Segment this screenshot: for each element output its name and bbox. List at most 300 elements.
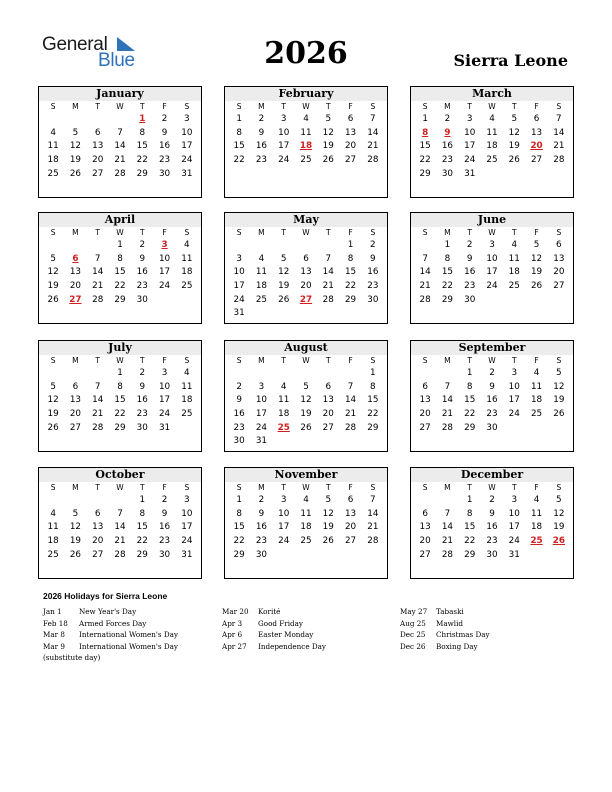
holiday-name: Tabaski bbox=[436, 607, 464, 616]
day-cell: 22 bbox=[114, 281, 126, 292]
holiday-name: Good Friday bbox=[258, 618, 303, 628]
day-cell: 2 bbox=[258, 495, 265, 505]
weekday-header: F bbox=[348, 483, 353, 492]
weekday-header: F bbox=[162, 228, 167, 237]
day-cell: 17 bbox=[255, 409, 268, 420]
holiday-date: Apr 6 bbox=[222, 630, 243, 639]
day-cell: 27 bbox=[344, 536, 357, 547]
day-cell: 2 bbox=[466, 240, 473, 250]
day-cell: 1 bbox=[422, 114, 428, 124]
day-cell: 9 bbox=[466, 253, 473, 264]
day-cell: 21 bbox=[92, 409, 104, 420]
day-cell: 8 bbox=[117, 253, 123, 264]
day-cell: 12 bbox=[322, 508, 334, 519]
day-cell: 11 bbox=[181, 253, 193, 264]
day-cell: 30 bbox=[255, 549, 268, 560]
weekday-header: F bbox=[534, 102, 539, 111]
holiday-name: Independence Day bbox=[258, 641, 326, 651]
day-cell: 10 bbox=[278, 508, 290, 519]
day-cell: 21 bbox=[114, 536, 126, 547]
day-cell: 21 bbox=[322, 281, 334, 292]
empty-day-cell bbox=[295, 239, 317, 253]
day-cell: 17 bbox=[181, 522, 193, 533]
day-cell: 8 bbox=[139, 508, 146, 519]
day-cell: 14 bbox=[441, 395, 454, 406]
day-cell: 23 bbox=[367, 281, 379, 292]
day-cell: 15 bbox=[344, 267, 357, 278]
month-title: February bbox=[225, 87, 387, 101]
day-cell: 8 bbox=[444, 253, 451, 264]
empty-day-cell bbox=[42, 367, 64, 381]
day-cell: 3 bbox=[184, 114, 190, 124]
day-cell: 6 bbox=[422, 381, 428, 392]
day-cell: 14 bbox=[441, 522, 454, 533]
month-title: September bbox=[411, 341, 573, 355]
day-cell: 22 bbox=[233, 155, 245, 166]
holiday-name: Christmas Day bbox=[436, 630, 490, 639]
day-cell: 8 bbox=[466, 381, 473, 392]
month-grid bbox=[39, 355, 201, 435]
day-cell: 18 bbox=[47, 155, 59, 166]
day-cell: 27 bbox=[530, 155, 543, 166]
day-cell: 17 bbox=[278, 522, 290, 533]
day-cell: 15 bbox=[367, 395, 379, 406]
empty-day-cell bbox=[317, 239, 339, 253]
day-cell: 20 bbox=[69, 281, 82, 292]
day-cell: 31 bbox=[508, 549, 520, 560]
day-cell: 14 bbox=[92, 267, 104, 278]
day-cell: 21 bbox=[92, 281, 104, 292]
month-grid bbox=[225, 227, 387, 321]
day-cell: 23 bbox=[255, 536, 268, 547]
empty-day-cell bbox=[64, 239, 86, 253]
month-june bbox=[410, 212, 574, 324]
day-cell: 19 bbox=[278, 281, 290, 292]
day-cell: 25 bbox=[486, 155, 498, 166]
day-cell: 6 bbox=[303, 253, 309, 264]
day-cell: 11 bbox=[255, 267, 268, 278]
empty-day-cell bbox=[295, 367, 317, 381]
day-cell: 25 bbox=[300, 536, 312, 547]
month-grid bbox=[39, 482, 201, 562]
day-cell: 26 bbox=[69, 549, 82, 560]
day-cell: 12 bbox=[47, 267, 59, 278]
day-cell: 9 bbox=[236, 395, 242, 406]
day-cell: 20 bbox=[92, 536, 104, 547]
weekday-header: S bbox=[50, 102, 56, 111]
weekday-header: T bbox=[281, 102, 286, 111]
holiday-day-cell: 9 bbox=[444, 127, 451, 138]
day-cell: 1 bbox=[236, 495, 242, 505]
day-cell: 26 bbox=[553, 409, 565, 420]
month-grid bbox=[411, 482, 573, 562]
month-grid bbox=[225, 355, 387, 449]
empty-day-cell bbox=[414, 494, 436, 508]
day-cell: 30 bbox=[367, 294, 379, 305]
day-cell: 13 bbox=[322, 395, 334, 406]
day-cell: 4 bbox=[489, 114, 495, 124]
month-grid bbox=[411, 101, 573, 181]
weekday-header: W bbox=[302, 228, 310, 237]
holiday-day-cell: 18 bbox=[299, 141, 313, 152]
day-cell: 13 bbox=[69, 267, 82, 278]
day-cell: 24 bbox=[181, 536, 193, 547]
day-cell: 18 bbox=[47, 536, 59, 547]
weekday-header: M bbox=[72, 228, 79, 237]
day-cell: 27 bbox=[69, 422, 82, 433]
weekday-header: T bbox=[325, 356, 331, 365]
month-grid bbox=[411, 355, 573, 435]
empty-day-cell bbox=[87, 494, 109, 508]
day-cell: 18 bbox=[181, 267, 193, 278]
day-cell: 10 bbox=[508, 381, 520, 392]
day-cell: 21 bbox=[114, 155, 126, 166]
day-cell: 14 bbox=[322, 267, 334, 278]
day-cell: 8 bbox=[236, 508, 242, 519]
weekday-header: W bbox=[488, 483, 496, 492]
day-cell: 28 bbox=[419, 294, 431, 305]
day-cell: 30 bbox=[136, 422, 148, 433]
day-cell: 3 bbox=[258, 381, 265, 392]
day-cell: 3 bbox=[466, 114, 473, 124]
day-cell: 31 bbox=[464, 168, 476, 179]
day-cell: 15 bbox=[464, 522, 476, 533]
holiday-item bbox=[43, 629, 178, 641]
day-cell: 4 bbox=[303, 114, 309, 124]
empty-day-cell bbox=[42, 239, 64, 253]
day-cell: 24 bbox=[486, 281, 498, 292]
day-cell: 19 bbox=[47, 281, 59, 292]
day-cell: 16 bbox=[255, 522, 268, 533]
month-title: June bbox=[411, 213, 573, 227]
holiday-date: Dec 26 bbox=[400, 641, 426, 651]
empty-day-cell bbox=[64, 494, 86, 508]
month-title: November bbox=[225, 468, 387, 482]
weekday-header: W bbox=[488, 102, 496, 111]
day-cell: 23 bbox=[158, 536, 171, 547]
month-title: October bbox=[39, 468, 201, 482]
holiday-date: Aug 25 bbox=[400, 618, 426, 628]
weekday-header: F bbox=[534, 483, 539, 492]
weekday-header: T bbox=[95, 228, 100, 237]
day-cell: 30 bbox=[464, 294, 476, 305]
day-cell: 1 bbox=[466, 495, 473, 505]
day-cell: 7 bbox=[117, 508, 123, 519]
month-march bbox=[410, 86, 574, 198]
day-cell: 5 bbox=[325, 495, 332, 505]
day-cell: 11 bbox=[47, 141, 59, 152]
weekday-header: S bbox=[184, 228, 190, 237]
weekday-header: F bbox=[348, 356, 353, 365]
day-cell: 2 bbox=[489, 495, 495, 505]
weekday-header: W bbox=[302, 483, 310, 492]
weekday-header: W bbox=[116, 356, 124, 365]
holiday-item bbox=[43, 641, 178, 653]
day-cell: 17 bbox=[508, 522, 520, 533]
day-cell: 18 bbox=[300, 522, 312, 533]
day-cell: 18 bbox=[530, 522, 543, 533]
day-cell: 22 bbox=[419, 155, 431, 166]
day-cell: 7 bbox=[370, 495, 376, 505]
weekday-header: S bbox=[184, 483, 190, 492]
day-cell: 4 bbox=[50, 508, 56, 519]
day-cell: 14 bbox=[344, 395, 357, 406]
day-cell: 13 bbox=[300, 267, 312, 278]
day-cell: 26 bbox=[530, 281, 543, 292]
day-cell: 23 bbox=[464, 281, 476, 292]
holiday-name: Mawlid bbox=[436, 618, 463, 628]
day-cell: 7 bbox=[325, 253, 332, 264]
day-cell: 16 bbox=[367, 267, 379, 278]
month-title: May bbox=[225, 213, 387, 227]
empty-day-cell bbox=[109, 494, 131, 508]
day-cell: 8 bbox=[347, 253, 354, 264]
day-cell: 24 bbox=[233, 294, 245, 305]
day-cell: 9 bbox=[139, 253, 146, 264]
day-cell: 5 bbox=[556, 368, 562, 378]
day-cell: 28 bbox=[441, 422, 454, 433]
day-cell: 15 bbox=[233, 522, 245, 533]
weekday-header: M bbox=[444, 102, 451, 111]
day-cell: 30 bbox=[441, 168, 454, 179]
holiday-day-cell: 26 bbox=[552, 536, 565, 547]
holiday-day-cell: 1 bbox=[139, 114, 146, 124]
day-cell: 22 bbox=[464, 536, 476, 547]
day-cell: 2 bbox=[161, 495, 168, 505]
day-cell: 3 bbox=[236, 253, 242, 264]
empty-day-cell bbox=[64, 367, 86, 381]
day-cell: 1 bbox=[117, 240, 123, 250]
holiday-item bbox=[43, 618, 147, 630]
day-cell: 6 bbox=[422, 508, 428, 519]
day-cell: 17 bbox=[278, 141, 290, 152]
weekday-header: M bbox=[258, 228, 265, 237]
weekday-header: F bbox=[534, 228, 539, 237]
day-cell: 2 bbox=[444, 114, 451, 124]
day-cell: 6 bbox=[347, 495, 354, 505]
day-cell: 30 bbox=[233, 436, 245, 447]
day-cell: 31 bbox=[255, 436, 268, 447]
day-cell: 11 bbox=[300, 127, 312, 138]
day-cell: 18 bbox=[508, 267, 520, 278]
day-cell: 26 bbox=[322, 536, 334, 547]
day-cell: 23 bbox=[233, 422, 245, 433]
day-cell: 8 bbox=[139, 127, 146, 138]
day-cell: 10 bbox=[158, 253, 171, 264]
day-cell: 26 bbox=[278, 294, 290, 305]
weekday-header: S bbox=[50, 356, 56, 365]
day-cell: 1 bbox=[236, 114, 242, 124]
day-cell: 13 bbox=[530, 127, 543, 138]
holiday-day-cell: 20 bbox=[530, 141, 543, 152]
day-cell: 5 bbox=[72, 508, 79, 519]
month-grid bbox=[225, 482, 387, 562]
day-cell: 18 bbox=[181, 395, 193, 406]
day-cell: 3 bbox=[280, 114, 287, 124]
day-cell: 4 bbox=[533, 495, 540, 505]
weekday-header: M bbox=[444, 483, 451, 492]
day-cell: 6 bbox=[347, 114, 354, 124]
month-grid bbox=[39, 101, 201, 181]
weekday-header: S bbox=[184, 102, 190, 111]
day-cell: 10 bbox=[181, 508, 193, 519]
day-cell: 21 bbox=[344, 409, 357, 420]
day-cell: 25 bbox=[47, 168, 59, 179]
day-cell: 11 bbox=[530, 381, 543, 392]
day-cell: 22 bbox=[233, 536, 245, 547]
day-cell: 13 bbox=[69, 395, 82, 406]
day-cell: 13 bbox=[553, 253, 565, 264]
weekday-header: F bbox=[348, 228, 353, 237]
day-cell: 10 bbox=[233, 267, 245, 278]
logo-blue-text: Blue bbox=[98, 50, 135, 71]
day-cell: 27 bbox=[553, 281, 565, 292]
day-cell: 28 bbox=[441, 549, 454, 560]
day-cell: 29 bbox=[441, 294, 454, 305]
day-cell: 11 bbox=[300, 508, 312, 519]
weekday-header: T bbox=[511, 483, 517, 492]
empty-day-cell bbox=[339, 367, 361, 381]
day-cell: 28 bbox=[322, 294, 334, 305]
day-cell: 20 bbox=[419, 536, 431, 547]
day-cell: 22 bbox=[114, 409, 126, 420]
day-cell: 24 bbox=[508, 409, 520, 420]
weekday-header: S bbox=[422, 102, 428, 111]
day-cell: 23 bbox=[136, 409, 148, 420]
day-cell: 12 bbox=[47, 395, 59, 406]
day-cell: 29 bbox=[136, 549, 148, 560]
weekday-header: W bbox=[116, 228, 124, 237]
empty-day-cell bbox=[273, 367, 295, 381]
day-cell: 29 bbox=[344, 294, 357, 305]
day-cell: 1 bbox=[370, 368, 376, 378]
weekday-header: S bbox=[370, 356, 376, 365]
day-cell: 10 bbox=[278, 127, 290, 138]
country-name: Sierra Leone bbox=[453, 51, 568, 70]
weekday-header: T bbox=[325, 483, 331, 492]
weekday-header: M bbox=[72, 483, 79, 492]
weekday-header: T bbox=[95, 356, 100, 365]
day-cell: 23 bbox=[441, 155, 454, 166]
weekday-header: F bbox=[348, 102, 353, 111]
day-cell: 19 bbox=[322, 522, 334, 533]
day-cell: 8 bbox=[236, 127, 242, 138]
holiday-name: Boxing Day bbox=[436, 641, 478, 651]
holiday-date: Apr 27 bbox=[222, 641, 247, 651]
day-cell: 2 bbox=[489, 368, 495, 378]
day-cell: 3 bbox=[161, 368, 168, 378]
weekday-header: S bbox=[236, 483, 242, 492]
day-cell: 2 bbox=[370, 240, 376, 250]
day-cell: 4 bbox=[511, 240, 518, 250]
day-cell: 29 bbox=[136, 168, 148, 179]
weekday-header: T bbox=[95, 102, 100, 111]
day-cell: 5 bbox=[280, 253, 287, 264]
weekday-header: M bbox=[444, 356, 451, 365]
day-cell: 7 bbox=[117, 127, 123, 138]
day-cell: 28 bbox=[367, 155, 379, 166]
day-cell: 27 bbox=[419, 549, 431, 560]
weekday-header: S bbox=[370, 483, 376, 492]
empty-day-cell bbox=[87, 113, 109, 127]
day-cell: 4 bbox=[303, 495, 309, 505]
day-cell: 6 bbox=[533, 114, 540, 124]
holiday-date: Mar 8 bbox=[43, 630, 65, 639]
day-cell: 10 bbox=[464, 127, 476, 138]
holiday-name: New Year's Day bbox=[79, 607, 137, 616]
day-cell: 19 bbox=[47, 409, 59, 420]
day-cell: 6 bbox=[325, 381, 332, 392]
holiday-item bbox=[43, 606, 137, 618]
day-cell: 3 bbox=[280, 495, 287, 505]
day-cell: 16 bbox=[255, 141, 268, 152]
weekday-header: M bbox=[258, 102, 265, 111]
day-cell: 22 bbox=[136, 155, 148, 166]
day-cell: 28 bbox=[344, 422, 357, 433]
holiday-name: Easter Monday bbox=[258, 630, 314, 639]
weekday-header: T bbox=[139, 356, 145, 365]
day-cell: 20 bbox=[344, 522, 357, 533]
day-cell: 14 bbox=[367, 127, 379, 138]
day-cell: 30 bbox=[136, 294, 148, 305]
day-cell: 29 bbox=[464, 422, 476, 433]
day-cell: 18 bbox=[530, 395, 543, 406]
day-cell: 23 bbox=[158, 155, 171, 166]
day-cell: 16 bbox=[158, 522, 171, 533]
weekday-header: T bbox=[281, 483, 286, 492]
holiday-date: Feb 18 bbox=[43, 618, 68, 628]
day-cell: 21 bbox=[553, 141, 565, 152]
weekday-header: F bbox=[162, 483, 167, 492]
month-september bbox=[410, 340, 574, 452]
day-cell: 5 bbox=[556, 495, 562, 505]
holiday-day-cell: 3 bbox=[161, 240, 168, 250]
day-cell: 4 bbox=[184, 240, 190, 250]
holiday-name: International Women's Day bbox=[79, 630, 178, 639]
day-cell: 24 bbox=[464, 155, 476, 166]
day-cell: 28 bbox=[92, 294, 104, 305]
day-cell: 26 bbox=[508, 155, 520, 166]
day-cell: 14 bbox=[92, 395, 104, 406]
weekday-header: M bbox=[258, 356, 265, 365]
page-title-year: 2026 bbox=[264, 36, 348, 71]
day-cell: 4 bbox=[50, 127, 56, 138]
month-april bbox=[38, 212, 202, 324]
month-title: August bbox=[225, 341, 387, 355]
weekday-header: T bbox=[467, 102, 472, 111]
weekday-header: W bbox=[116, 102, 124, 111]
day-cell: 26 bbox=[47, 294, 59, 305]
weekday-header: W bbox=[488, 228, 496, 237]
day-cell: 1 bbox=[444, 240, 451, 250]
day-cell: 28 bbox=[367, 536, 379, 547]
weekday-header: S bbox=[422, 228, 428, 237]
day-cell: 12 bbox=[69, 141, 82, 152]
day-cell: 28 bbox=[114, 549, 126, 560]
day-cell: 26 bbox=[322, 155, 334, 166]
day-cell: 13 bbox=[419, 522, 431, 533]
empty-day-cell bbox=[42, 494, 64, 508]
weekday-header: M bbox=[72, 356, 79, 365]
holiday-name: Armed Forces Day bbox=[79, 618, 147, 628]
day-cell: 26 bbox=[47, 422, 59, 433]
day-cell: 16 bbox=[136, 267, 148, 278]
day-cell: 25 bbox=[300, 155, 312, 166]
day-cell: 17 bbox=[464, 141, 476, 152]
month-title: March bbox=[411, 87, 573, 101]
day-cell: 28 bbox=[553, 155, 565, 166]
day-cell: 7 bbox=[422, 253, 428, 264]
